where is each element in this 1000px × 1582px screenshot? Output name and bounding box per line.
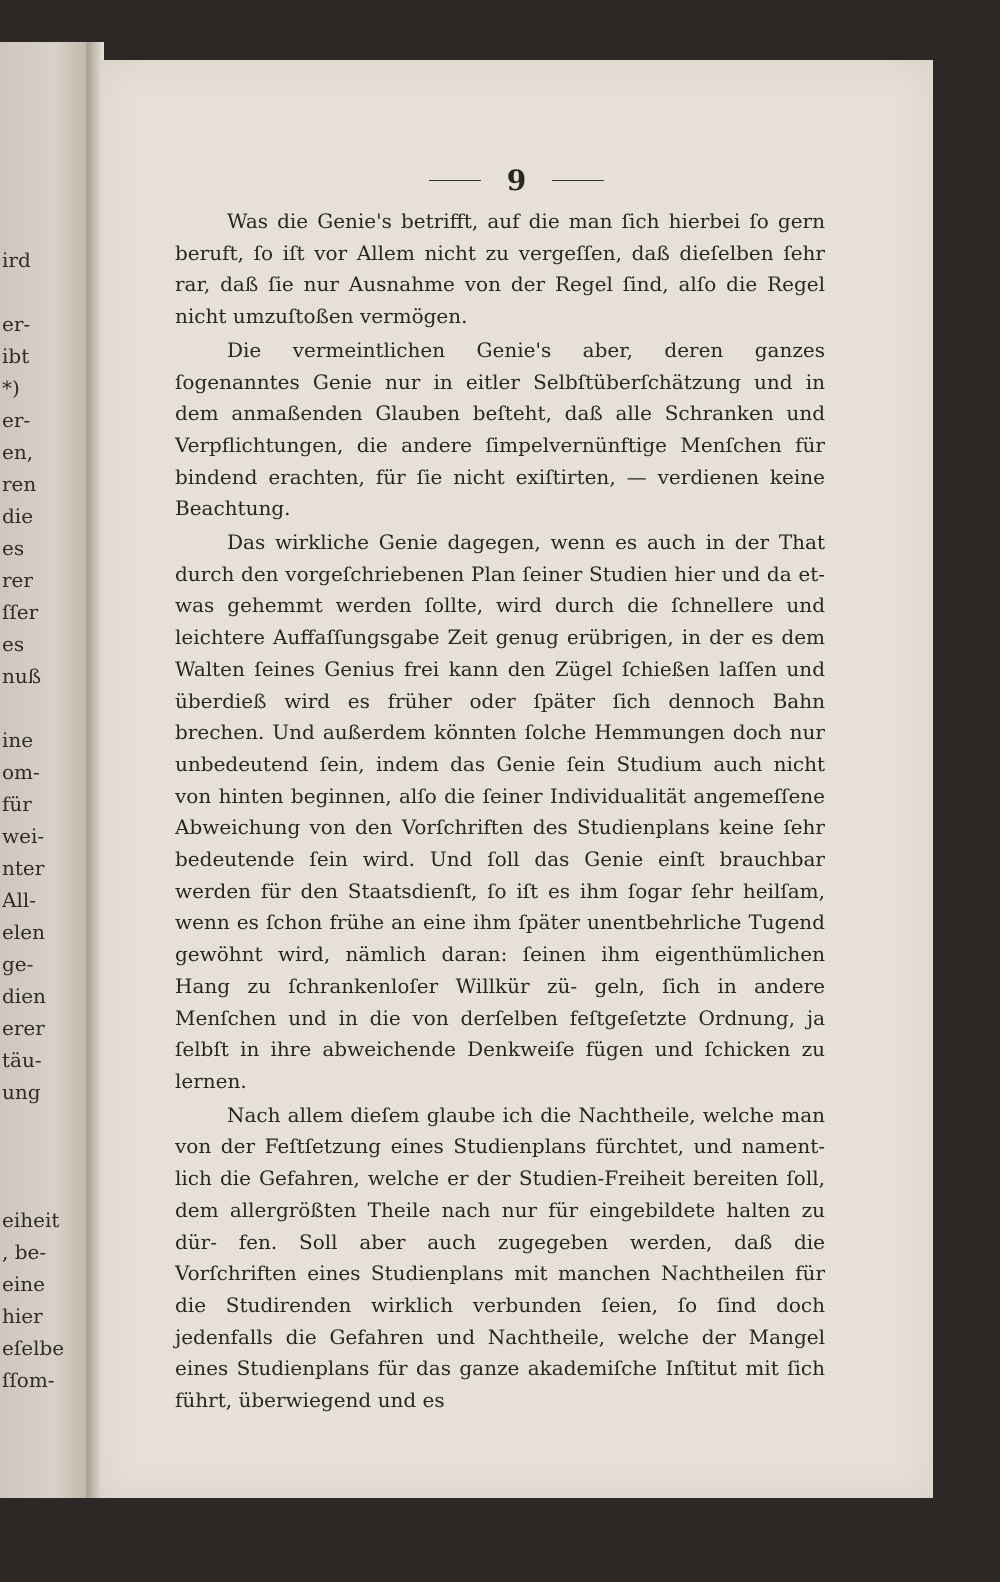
facing-page-fragment: rer (2, 568, 33, 592)
paragraph-real-genius: Das wirkliche Genie dagegen, wenn es auch in der That durch den vorgeſchriebenen Plan ſeiner Studien hier und da et- was gehemmt werden ſollte, wird durch die ſchnellere und leichtere Auffaſſungsgabe Zeit genug erübrigen, in der es dem Walten ſeines Genius frei kann den Zügel ſchießen laſſen und überdieß wird es früher oder ſpäter ſich dennoch Bahn brechen. Und außerdem könnten ſolche Hemmungen doch nur unbedeutend ſein, indem das Genie ſein Studium auch nicht von hinten beginnen, alſo die ſeiner Individualität angemeſſene Abweichung von den Vorſchriften des Studienplans keine ſehr bedeutende ſein wird. Und ſoll das Genie einſt brauchbar werden für den Staatsdienſt, ſo iſt es ihm ſogar ſehr heilſam, wenn es ſchon frühe an eine ihm ſpäter unentbehrliche Tugend gewöhnt wird, nämlich daran: ſeinen ihm eigenthümlichen Hang zu ſchrankenloſer Willkür zü- geln, ſich in andere Menſchen und in die von derſelben feſtgeſetzte Ordnung, ja ſelbſt in ihre abweichende Denkweiſe fügen und ſchicken zu lernen. (175, 530, 825, 1093)
facing-page-fragment: om- (2, 760, 40, 784)
facing-page-fragment: wei- (2, 824, 45, 848)
facing-page-fragment (2, 1140, 82, 1172)
facing-page-fragment: erer (2, 1016, 45, 1040)
facing-page-fragment (2, 1108, 82, 1140)
page-header (100, 160, 933, 200)
facing-page-fragment: es (2, 536, 25, 560)
facing-page-fragment: eſelbe (2, 1336, 65, 1360)
facing-page-fragment (2, 276, 82, 308)
facing-page-fragment: eine (2, 1272, 45, 1296)
facing-page-fragment: eiheit (2, 1208, 60, 1232)
facing-page-fragment: en, (2, 440, 34, 464)
book-page (100, 60, 933, 1498)
header-rule-right (552, 180, 604, 181)
facing-page-fragment: *) (2, 376, 20, 400)
facing-page-fragment: ſſom- (2, 1368, 55, 1392)
facing-page-fragment: nuß (2, 664, 42, 688)
facing-page-fragment: für (2, 792, 32, 816)
facing-page-fragment: er- (2, 312, 31, 336)
facing-page-fragment: hier (2, 1304, 43, 1328)
facing-page-fragment (2, 1172, 82, 1204)
facing-page-fragment: ſſer (2, 600, 39, 624)
page-body (175, 206, 825, 1419)
header-rule-left (429, 180, 481, 181)
paragraph-genie-rarity: Was die Genie's betrifft, auf die man ſich hierbei ſo gern beruft, ſo iſt vor Allem nicht zu vergeſſen, daß dieſelben ſehr rar, daß ſie nur Ausnahme von der Regel ſind, alſo die Regel nicht umzuſtoßen vermögen. (175, 209, 825, 329)
facing-page-fragment: ge- (2, 952, 34, 976)
facing-page-fragment: elen (2, 920, 45, 944)
facing-page-fragment: die (2, 504, 34, 528)
facing-page-fragment: , be- (2, 1240, 47, 1264)
facing-page-fragment: ren (2, 472, 37, 496)
facing-page-fragment: ibt (2, 344, 30, 368)
paragraph-study-plan: Nach allem dieſem glaube ich die Nachtheile, welche man von der Feſtſetzung eines Studienplans fürchtet, und nament- lich die Gefahren, welche er der Studien-Freiheit bereiten ſoll, dem allergrößten Theile nach nur für eingebildete halten zu dür- fen. Soll aber auch zugegeben werden, daß die Vorſchriften eines Studienplans mit manchen Nachtheilen für die Studirenden wirklich verbunden ſeien, ſo ſind doch jedenfalls die Gefahren und Nachtheile, welche der Mangel eines Studienplans für das ganze akademiſche Inſtitut mit ſich führt, überwiegend und es (175, 1102, 825, 1413)
facing-page-fragment: dien (2, 984, 46, 1008)
facing-page-fragment: er- (2, 408, 31, 432)
facing-page-fragment: All- (2, 888, 36, 912)
facing-page-fragment: ine (2, 728, 34, 752)
facing-page-fragment: es (2, 632, 25, 656)
facing-page-edge (0, 42, 92, 1498)
facing-page-fragment: ird (2, 248, 31, 272)
facing-page-fragment (2, 692, 82, 724)
page-number: 9 (506, 163, 527, 197)
facing-page-fragment: nter (2, 856, 45, 880)
facing-page-fragment: täu- (2, 1048, 42, 1072)
paragraph-imagined-genius: Die vermeintlichen Genie's aber, deren ganzes ſogenanntes Genie nur in eitler Selbſtüberſchätzung und in dem anmaßenden Glauben beſteht, daß alle Schranken und Verpflichtungen, die andere ſimpelvernünftige Menſchen für bindend erachten, für ſie nicht exiſtirten, — verdienen keine Beachtung. (175, 337, 825, 521)
facing-page-text-fragments (2, 244, 82, 1396)
facing-page-fragment: ung (2, 1080, 41, 1104)
